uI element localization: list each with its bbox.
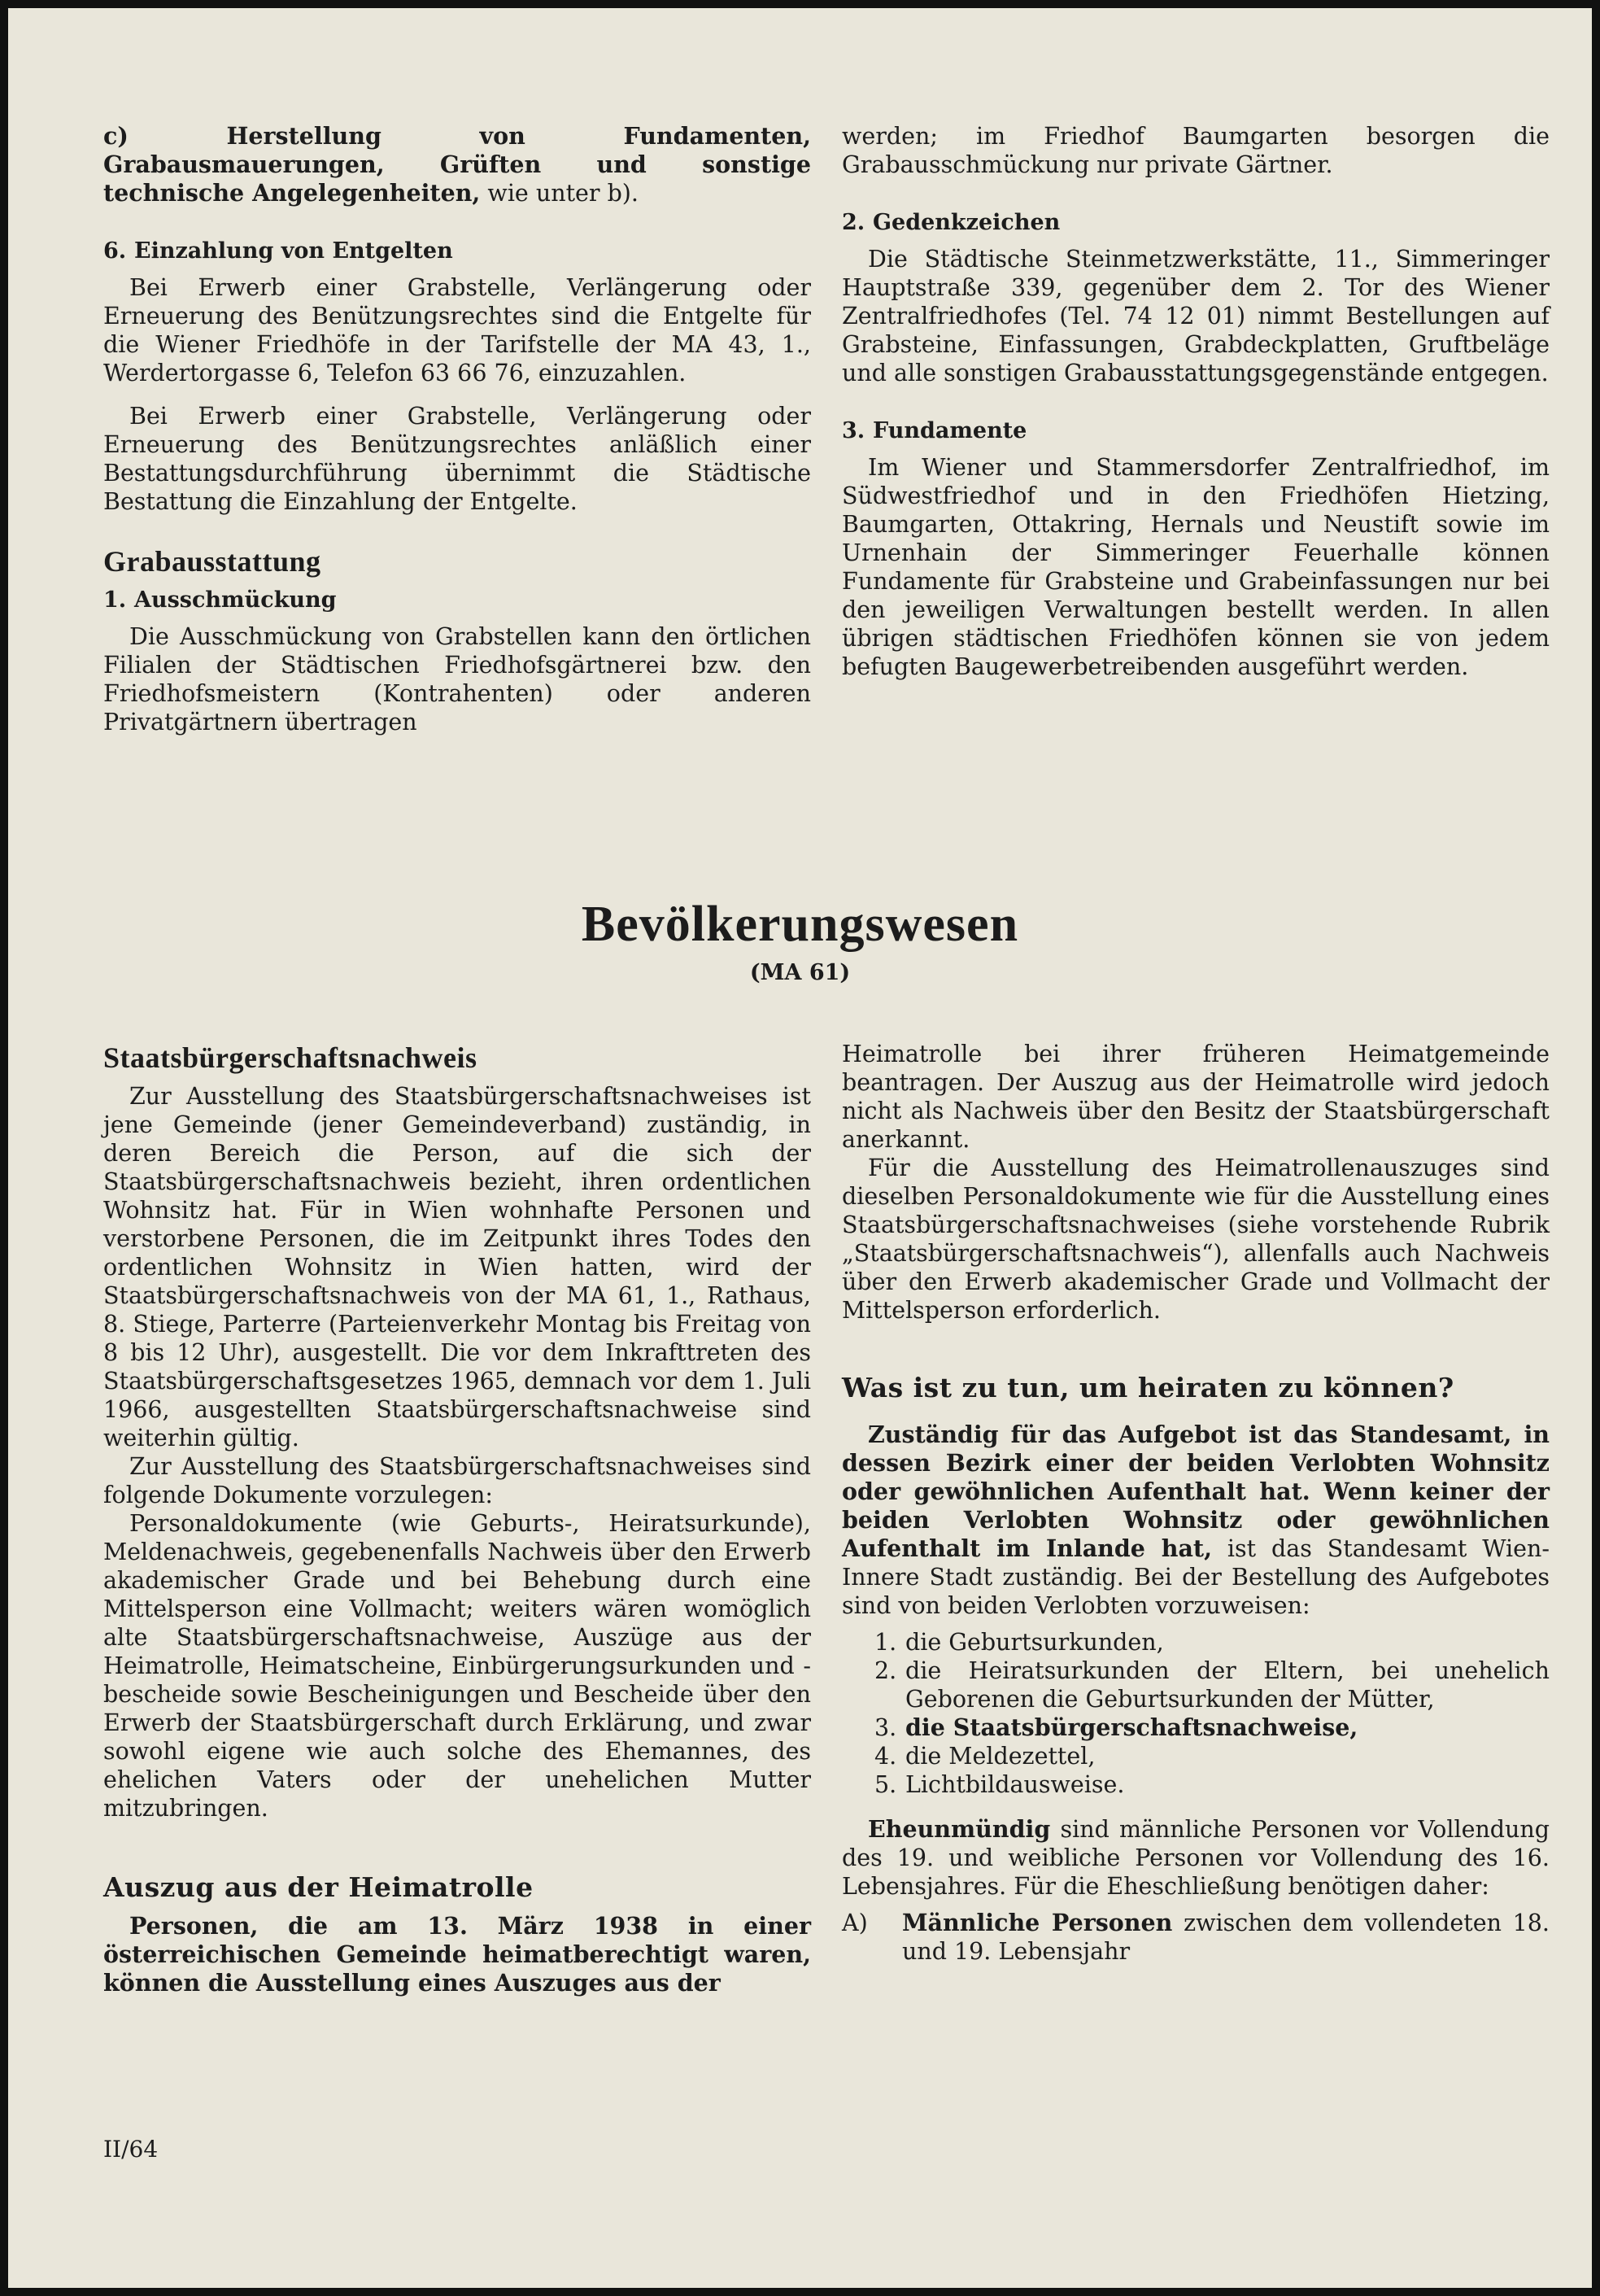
- item-c: [103, 122, 811, 207]
- subsection-3-heading: [842, 417, 1550, 445]
- list-item-number: 5.: [874, 1771, 897, 1798]
- section-6-paragraph-1: Bei Erwerb einer Grabstelle, Verlängerung oder Erneuerung des Benützungsrechtes sind die Entgelte für die Wiener Friedhöfe in der Tarifstelle der MA 43, 1., Werdertorgasse 6, Telefon 63 66 76, einzuzahlen.: [103, 274, 811, 386]
- item-a-marker: A): [842, 1910, 868, 1936]
- list-item: [842, 1713, 1550, 1742]
- list-item: [842, 1770, 1550, 1799]
- staatsbuergerschaft-paragraph-2: Zur Ausstellung des Staatsbürgerschaftsnachweises sind folgende Dokumente vorzulegen:: [103, 1453, 811, 1508]
- ausschmueckung-continuation: werden; im Friedhof Baumgarten besorgen die Grabausschmückung nur private Gärtner.: [842, 123, 1550, 178]
- heimatrolle-continuation: Heimatrolle bei ihrer früheren Heimatgemeinde beantragen. Der Auszug aus der Heimatrolle wird jedoch nicht als Nachweis über den Besitz der Staatsbürgerschaft anerkannt.: [842, 1041, 1550, 1153]
- subsection-1-paragraph: Die Ausschmückung von Grabstellen kann den örtlichen Filialen der Städtischen Friedhofsgärtnerei bzw. den Friedhofsmeistern (Kontrahenten) oder anderen Privatgärtnern übertragen: [103, 623, 811, 736]
- list-item-text: die Staatsbürgerschaftsnachweise,: [905, 1713, 1358, 1741]
- page-title: Bevölkerungswesen: [581, 897, 1019, 952]
- list-item-number: 2.: [874, 1657, 897, 1684]
- section-6-title: Einzahlung von Entgelten: [134, 238, 453, 264]
- bottom-left-column: [103, 1040, 811, 2014]
- list-item-text: die Meldezettel,: [905, 1743, 1096, 1770]
- heimatrollenauszug-paragraph: Für die Ausstellung des Heimatrollenauszuges sind dieselben Personaldokumente wie für die Ausstellung eines Staatsbürgerschaftsnachweises (siehe vorstehende Rubrik „Staatsbürgerschaftsnachweis“), allenfalls auch Nachweis über den Erwerb akademischer Grade und Vollmacht der Mittelsperson erforderlich.: [842, 1155, 1550, 1324]
- heiraten-heading: Was ist zu tun, um heiraten zu können?: [842, 1372, 1454, 1403]
- subsection-1-number: 1.: [103, 587, 127, 613]
- required-documents-list: [842, 1628, 1550, 1799]
- section-title-block: [8, 895, 1592, 985]
- item-a-text: zwischen dem vollendeten 18. und 19. Lebensjahr: [902, 1910, 1550, 1965]
- list-item-number: 4.: [874, 1743, 897, 1770]
- list-item-text: Lichtbildausweise.: [905, 1771, 1125, 1798]
- subsection-2-paragraph: Die Städtische Steinmetzwerkstätte, 11., Simmeringer Hauptstraße 339, gegenüber dem 2. Tor des Wiener Zentralfriedhofes (Tel. 74 12 01) nimmt Bestellungen auf Grabsteine, Einfassungen, Grabdeckplatten, Gruftbeläge und alle sonstigen Grabausstattungsgegenstände entgegen.: [842, 246, 1550, 386]
- list-item: [842, 1628, 1550, 1657]
- heiraten-paragraph: [842, 1421, 1550, 1620]
- section-6-number: 6.: [103, 238, 127, 264]
- bottom-right-column: [842, 1040, 1550, 1966]
- subsection-1-title: Ausschmückung: [134, 587, 337, 613]
- grabausstattung-heading: Grabausstattung: [103, 545, 321, 578]
- eheunmuendig-text: sind männliche Personen vor Vollendung des 19. und weibliche Personen vor Vollendung des 16. Lebensjahres. Für die Eheschließung benötigen daher:: [842, 1816, 1550, 1900]
- eheunmuendig-paragraph: [842, 1815, 1550, 1901]
- page-subtitle: (MA 61): [749, 960, 851, 985]
- list-item-text: die Heiratsurkunden der Eltern, bei unehelich Geborenen die Geburtsurkunden der Mütter,: [905, 1657, 1550, 1713]
- section-6-paragraph-2: Bei Erwerb einer Grabstelle, Verlängerung oder Erneuerung des Benützungsrechtes anläßlich einer Bestattungsdurchführung übernimmt die Städtische Bestattung die Einzahlung der Entgelte.: [103, 403, 811, 515]
- subsection-3-paragraph: Im Wiener und Stammersdorfer Zentralfriedhof, im Südwestfriedhof und in den Friedhöfen Hietzing, Baumgarten, Ottakring, Hernals und Neustift sowie im Urnenhain der Simmeringer Feuerhalle können Fundamente für Grabsteine und Grabeinfassungen nur bei den jeweiligen Verwaltungen bestellt werden. In allen übrigen städtischen Friedhöfen können sie von jedem befugten Baugewerbetreibenden ausgeführt werden.: [842, 454, 1550, 680]
- item-a: [842, 1909, 1550, 1966]
- list-item-text: die Geburtsurkunden,: [905, 1629, 1164, 1656]
- heiraten-paragraph-rest: ist das Standesamt Wien-Innere Stadt zuständig. Bei der Bestellung des Aufgebotes sind von beiden Verlobten vorzuweisen:: [842, 1535, 1550, 1619]
- heimatrolle-paragraph: Personen, die am 13. März 1938 in einer österreichischen Gemeinde heimatberechtigt waren, können die Ausstellung eines Auszuges aus der: [103, 1912, 811, 1997]
- section-6-heading: [103, 237, 811, 265]
- list-item: [842, 1657, 1550, 1713]
- heimatrolle-heading: Auszug aus der Heimatrolle: [103, 1871, 534, 1903]
- heiraten-paragraph-bold: Zuständig für das Aufgebot ist das Standesamt, in dessen Bezirk einer der beiden Verlobten Wohnsitz oder gewöhnlichen Aufenthalt hat. Wenn keiner der beiden Verlobten Wohnsitz oder gewöhnlichen Aufenthalt im Inlande hat,: [842, 1421, 1550, 1562]
- staatsbuergerschaft-paragraph-1: Zur Ausstellung des Staatsbürgerschaftsnachweises ist jene Gemeinde (jener Gemeindeverband) zuständig, in deren Bereich die Person, auf die sich der Staatsbürgerschaftsnachweis bezieht, ihren ordentlichen Wohnsitz hat. Für in Wien wohnhafte Personen und verstorbene Personen, die im Zeitpunkt ihres Todes den ordentlichen Wohnsitz in Wien hatten, wird der Staatsbürgerschaftsnachweis von der MA 61, 1., Rathaus, 8. Stiege, Parterre (Parteienverkehr Montag bis Freitag von 8 bis 12 Uhr), ausgestellt. Die vor dem Inkrafttreten des Staatsbürgerschaftsgesetzes 1965, demnach vor dem 1. Juli 1966, ausgestellten Staatsbürgerschaftsnachweise sind weiterhin gültig.: [103, 1083, 811, 1451]
- list-item-number: 1.: [874, 1629, 897, 1656]
- item-c-bold: c) Herstellung von Fundamenten, Grabausmauerungen, Grüften und sonstige technische Angelegenheiten,: [103, 122, 811, 207]
- eheunmuendig-term: Eheunmündig: [868, 1815, 1051, 1843]
- item-a-bold: Männliche Personen: [902, 1909, 1173, 1936]
- staatsbuergerschaft-heading: Staatsbürgerschaftsnachweis: [103, 1041, 477, 1074]
- page-reference: II/64: [103, 2136, 159, 2163]
- staatsbuergerschaft-paragraph-3: Personaldokumente (wie Geburts-, Heiratsurkunde), Meldenachweis, gegebenenfalls Nachweis über den Erwerb akademischer Grade und bei Behebung durch eine Mittelsperson eine Vollmacht; weiters wären womöglich alte Staatsbürgerschaftsnachweise, Auszüge aus der Heimatrolle, Heimatscheine, Einbürgerungsurkunden und -bescheide sowie Bescheinigungen und Bescheide über den Erwerb der Staatsbürgerschaft durch Erklärung, und zwar sowohl eigene wie auch solche des Ehemannes, des ehelichen Vaters oder der unehelichen Mutter mitzubringen.: [103, 1510, 811, 1822]
- list-item-number: 3.: [874, 1714, 897, 1741]
- subsection-1-heading: [103, 586, 811, 614]
- document-page: [8, 8, 1592, 2288]
- subsection-3-number: 3.: [842, 418, 865, 443]
- list-item: [842, 1742, 1550, 1770]
- top-left-column: [103, 122, 811, 753]
- subsection-2-heading: [842, 208, 1550, 237]
- subsection-2-title: Gedenkzeichen: [873, 210, 1061, 235]
- subsection-2-number: 2.: [842, 210, 865, 235]
- item-c-tail: wie unter b).: [480, 180, 639, 207]
- top-right-column: [842, 122, 1550, 697]
- subsection-3-title: Fundamente: [873, 418, 1027, 443]
